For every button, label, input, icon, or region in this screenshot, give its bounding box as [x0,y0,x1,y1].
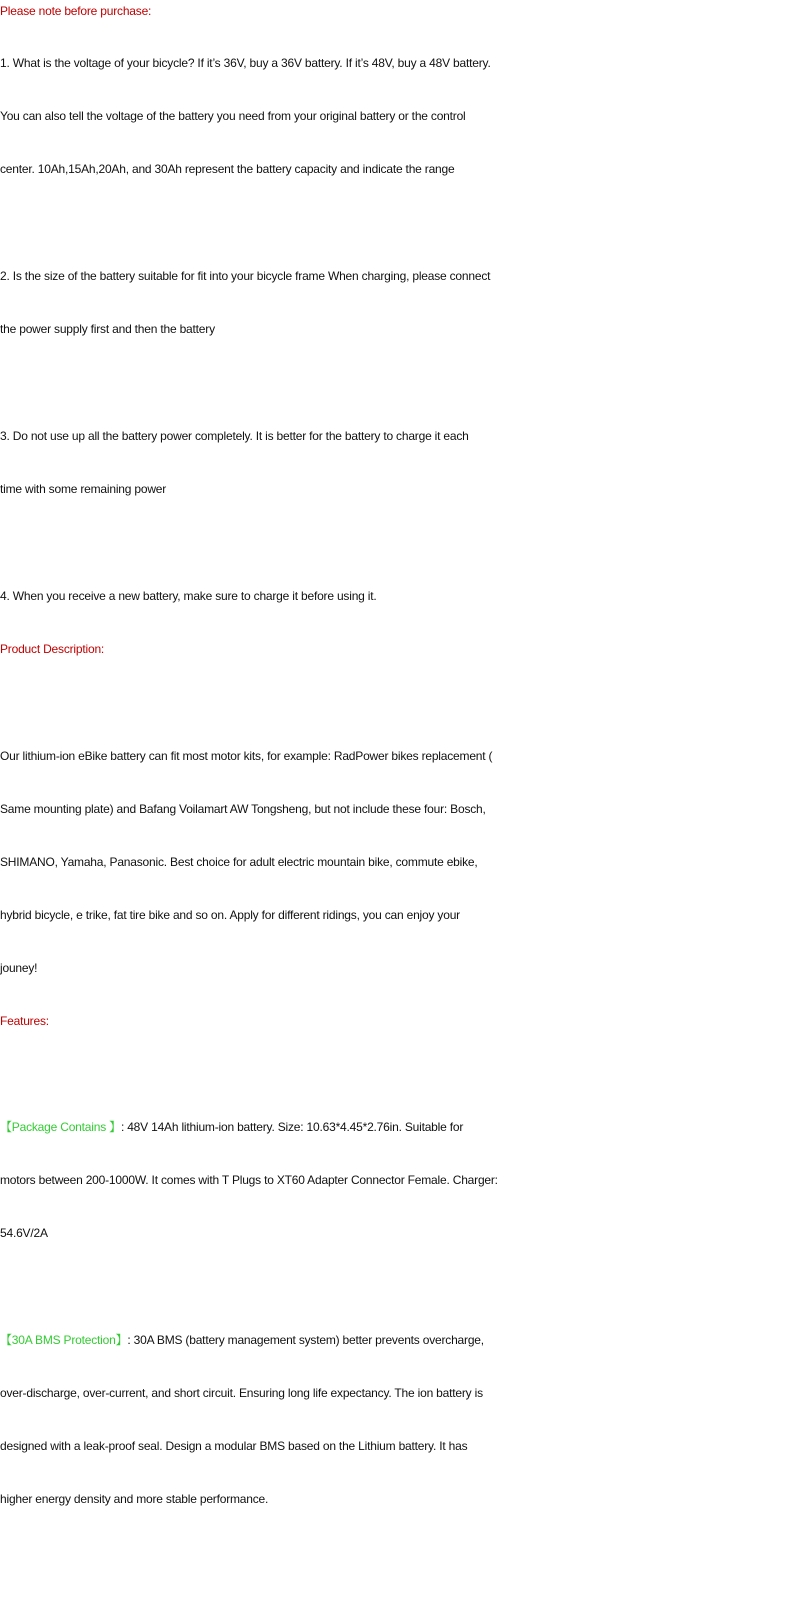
features-heading: Features: [0,1014,49,1028]
package-feature-line-2: motors between 200-1000W. It comes with T Plugs to XT60 Adapter Connector Female. Charger: [0,1173,498,1187]
description-line-2: Same mounting plate) and Bafang Voilamart AW Tongsheng, but not include these four: Bosch, [0,802,486,816]
bms-feature-line-2: over-discharge, over-current, and short circuit. Ensuring long life expectancy. The ion battery is [0,1386,483,1400]
bms-feature-line-3: designed with a leak-proof seal. Design a modular BMS based on the Lithium battery. It has [0,1439,468,1453]
notes-heading: Please note before purchase: [0,4,152,18]
description-heading: Product Description: [0,642,105,656]
description-line-5: jouney! [0,961,38,975]
note-1-line-3: center. 10Ah,15Ah,20Ah, and 30Ah represent the battery capacity and indicate the range [0,162,455,176]
bms-feature-line-4: higher energy density and more stable performance. [0,1492,269,1506]
bms-protection-tag: 【30A BMS Protection】 [0,1333,128,1347]
description-line-3: SHIMANO, Yamaha, Panasonic. Best choice for adult electric mountain bike, commute ebike, [0,855,478,869]
description-line-1: Our lithium-ion eBike battery can fit most motor kits, for example: RadPower bikes replacement ( [0,749,493,763]
note-1-line-1: 1. What is the voltage of your bicycle? If it’s 36V, buy a 36V battery. If it’s 48V, buy a 48V battery. [0,56,491,70]
bms-feature-line-1 [0,1329,800,1351]
note-3-line-1: 3. Do not use up all the battery power completely. It is better for the battery to charge it each [0,429,469,443]
description-line-4: hybrid bicycle, e trike, fat tire bike and so on. Apply for different ridings, you can enjoy your [0,908,460,922]
package-feature-text: : 48V 14Ah lithium-ion battery. Size: 10.63*4.45*2.76in. Suitable for [120,1120,464,1134]
package-contains-tag: 【Package Contains 】 [0,1120,121,1134]
note-2-line-1: 2. Is the size of the battery suitable for fit into your bicycle frame When charging, please connect [0,269,491,283]
note-1-line-2: You can also tell the voltage of the battery you need from your original battery or the control [0,109,466,123]
package-feature-line-1 [0,1116,800,1138]
note-4-line-1: 4. When you receive a new battery, make sure to charge it before using it. [0,589,377,603]
package-feature-line-3: 54.6V/2A [0,1226,48,1240]
note-2-line-2: the power supply first and then the battery [0,322,215,336]
bms-feature-text: : 30A BMS (battery management system) better prevents overcharge, [127,1333,484,1347]
note-3-line-2: time with some remaining power [0,482,167,496]
